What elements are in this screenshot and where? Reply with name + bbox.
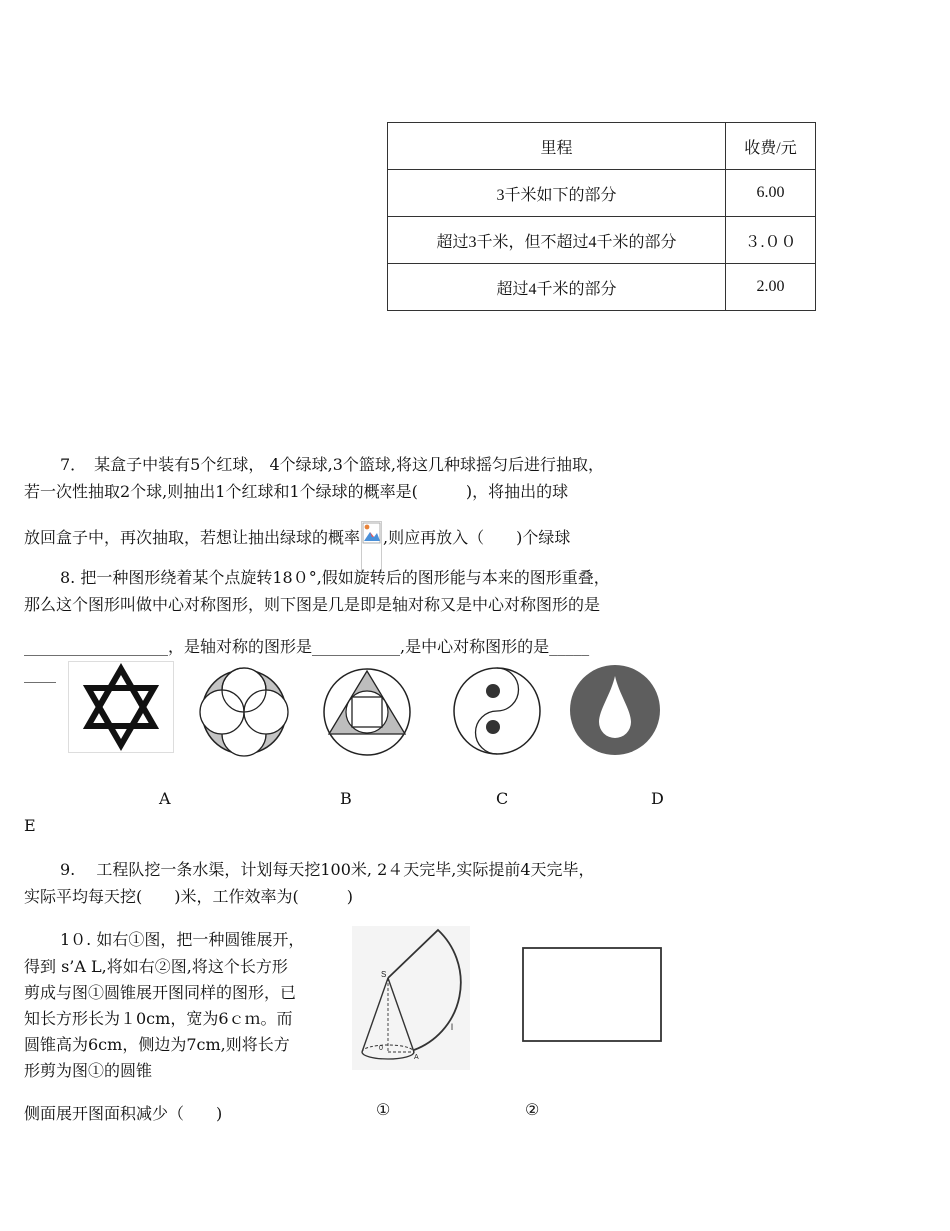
figure-label-2: ② [525,1100,540,1119]
cone-label-o: 0 [379,1045,383,1052]
table-cell: 超过4千米的部分 [388,264,726,311]
table-cell: 6.00 [726,170,816,217]
q8-line2: 那么这个图形叫做中心对称图形，则下图是几是即是轴对称又是中心对称图形的是 [24,595,601,614]
cone-label-s: S [381,970,387,979]
figure-label-a: A [159,789,171,808]
q8-line3: __________________，是轴对称的图形是___________,是中心对称图形的是_____ [24,637,590,656]
figure-label-b: B [340,789,352,808]
cone-label-a: A [414,1054,419,1061]
figure-label-c: C [496,789,509,808]
table-cell: 2.00 [726,264,816,311]
header-fee: 收费/元 [726,123,816,170]
table-cell: 超过3千米，但不超过4千米的部分 [388,217,726,264]
q8-line4: ____ [24,664,56,683]
q10-line6: 形剪为图①的圆锥 [24,1061,153,1080]
q9-line2: 实际平均每天挖( )米，工作效率为( ) [24,887,353,906]
cone-unfolding-figure [352,926,470,1070]
q10-line1: 1０. 如右①图，把一种圆锥展开， [60,930,305,949]
circle-triangle-square-figure [321,666,413,758]
header-mileage: 里程 [388,123,726,170]
figure-label-d: D [651,789,664,808]
table-row [388,264,816,311]
table-row [388,170,816,217]
rectangle-figure [520,945,664,1044]
q10-line2: 得到 s’A L,将如右②图,将这个长方形 [24,957,288,976]
q10-line7: 侧面展开图面积减少（ ) [24,1104,223,1123]
table-row [388,217,816,264]
table-cell: ３.００ [726,217,816,264]
table-header-row [388,123,816,170]
droplet-figure [569,664,661,756]
cone-label-l: l [451,1022,453,1032]
fare-table [387,122,816,311]
hexagram-knot-figure [68,661,174,753]
q10-line5: 圆锥高为6cm，侧边为7cm,则将长方 [24,1035,290,1054]
q9-line1: 9. 工程队挖一条水渠，计划每天挖100米, 2４天完毕,实际提前4天完毕， [60,860,595,879]
figure-label-e: E [24,816,36,835]
yin-yang-figure [451,665,543,757]
q10-line4: 知长方形长为１0cm，宽为6ｃｍ。而 [24,1009,293,1028]
q7-line2: 若一次性抽取2个球,则抽出1个红球和1个绿球的概率是( )，将抽出的球 [24,482,569,501]
q10-line3: 剪成与图①圆锥展开图同样的图形，已 [24,983,297,1002]
q8-line1: 8. 把一种图形绕着某个点旋转18０°,假如旋转后的图形能与本来的图形重叠， [60,568,610,587]
q7-line3-text-a: 放回盒子中，再次抽取，若想让抽出绿球的概率 [24,528,361,547]
four-petal-circle-figure [199,667,289,757]
table-cell: 3千米如下的部分 [388,170,726,217]
q7-line3-text-b: ,则应再放入（ )个绿球 [383,528,571,547]
figure-label-1: ① [376,1100,391,1119]
q7-line1: 7． 某盒子中装有5个红球， 4个绿球,3个篮球,将这几种球摇匀后进行抽取， [60,455,604,474]
